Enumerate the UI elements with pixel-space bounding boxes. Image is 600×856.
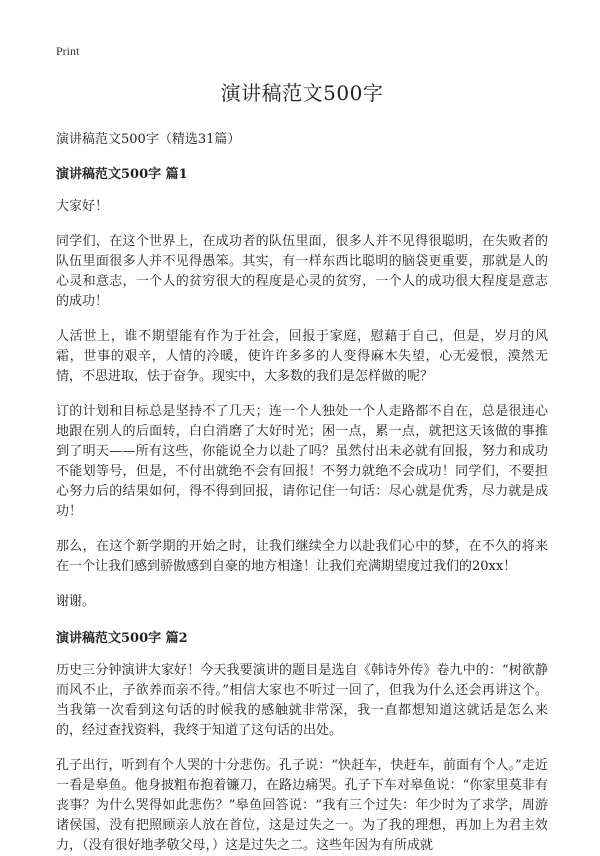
print-link[interactable]: Print	[56, 44, 80, 58]
document-subtitle: 演讲稿范文500字（精选31篇）	[56, 132, 241, 147]
paragraph: 那么，在这个新学期的开始之时，让我们继续全力以赴我们心中的梦，在不久的将来在一个让我们感到骄傲感到自豪的地方相逢！让我们充满期望度过我们的20xx！	[56, 539, 548, 574]
paragraph-closing: 谢谢。	[56, 594, 96, 609]
paragraph: 历史三分钟演讲大家好！今天我要演讲的题目是选自《韩诗外传》卷九中的：“树欲静而风不止，子欲养而亲不待。”相信大家也不听过一回了，但我为什么还会再讲这个。当我第一次看到这句话的时候我的感触就非常深，我一直都想知道这就话是怎么来的，经过查找资料，我终于知道了这句话的出处。	[56, 663, 548, 738]
paragraph: 孔子出行，听到有个人哭的十分悲伤。孔子说：“快赶车，快赶车，前面有个人。”走近一看是皋鱼。他身披粗布抱着镰刀，在路边痛哭。孔子下车对皋鱼说：“你家里莫非有丧事？为什么哭得如此悲伤？”皋鱼回答说：“我有三个过失：年少时为了求学，周游诸侯国，没有把照顾亲人放在首位，这是过失之一。为了我的理想，再加上为君主效力，（没有很好地孝敬父母，）这是过失之二。这些年因为有所成就	[56, 758, 548, 853]
section-heading: 演讲稿范文500字 篇2	[56, 631, 188, 646]
paragraph: 人活世上，谁不期望能有作为于社会，回报于家庭，慰藉于自己，但是，岁月的风霜，世事的艰辛，人情的冷暖，使许许多多的人变得麻木失望，心无爱恨，漠然无情，不思进取，怯于奋争。现实中，大多数的我们是怎样做的呢？	[56, 329, 548, 384]
paragraph: 同学们，在这个世界上，在成功者的队伍里面，很多人并不见得很聪明，在失败者的队伍里面很多人并不见得愚笨。其实，有一样东西比聪明的脑袋更重要，那就是人的心灵和意志，一个人的贫穷很大的程度是心灵的贫穷，一个人的成功很大程度是意志的成功！	[56, 234, 548, 309]
speech-section-1	[56, 163, 548, 612]
speech-section-2	[56, 627, 548, 856]
page-title: 演讲稿范文500字	[220, 81, 384, 105]
paragraph: 订的计划和目标总是坚持不了几天；连一个人独处一个人走路都不自在，总是很违心地跟在别人的后面转，白白消磨了大好时光；困一点，累一点，就把这天该做的事推到了明天——所有这些，你能说全力以赴了吗？虽然付出未必就有回报，努力和成功不能划等号，但是，不付出就绝不会有回报！不努力就绝不会成功！同学们，不要担心努力后的结果如何，得不得到回报，请你记住一句话：尽心就是优秀，尽力就是成功！	[56, 404, 548, 519]
section-heading: 演讲稿范文500字 篇1	[56, 167, 188, 182]
paragraph-greeting: 大家好！	[56, 199, 109, 214]
